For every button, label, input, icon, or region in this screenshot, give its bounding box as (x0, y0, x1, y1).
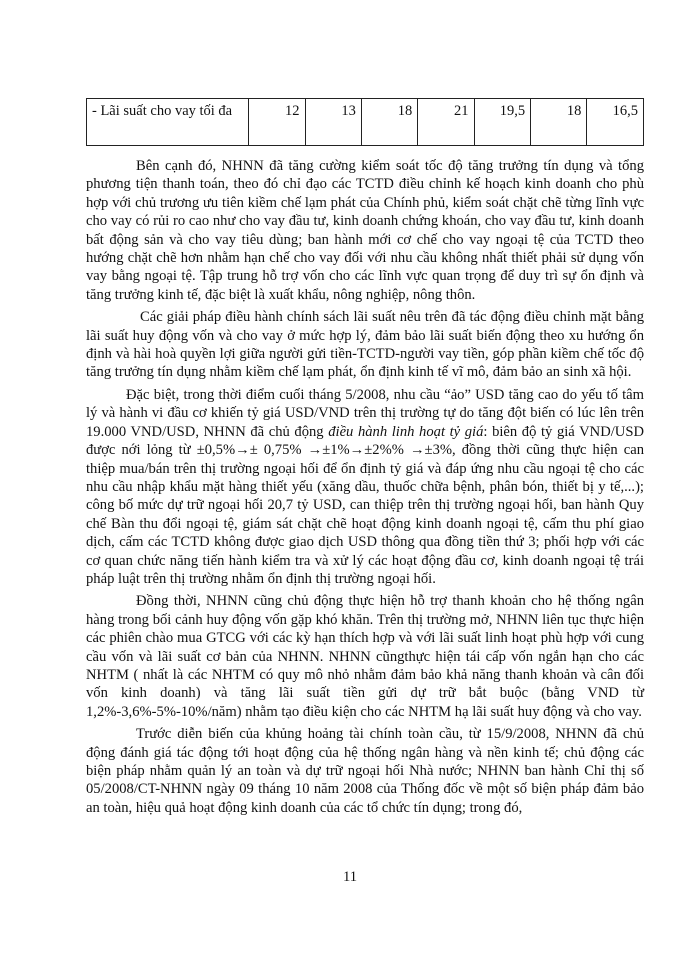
table-row (87, 99, 644, 146)
table-cell: 19,5 (474, 99, 531, 146)
paragraph: Trước diễn biến của khủng hoảng tài chính toàn cầu, từ 15/9/2008, NHNN đã chủ động đánh giá tác động tới hoạt động của hệ thống ngân hàng và nền kinh tế; chủ động các biện pháp nhằm quản lý an toàn và dự trữ ngoại hối Nhà nước; NHNN ban hành Chỉ thị số 05/2008/CT-NHNN ngày 09 tháng 10 năm 2008 của Thống đốc về một số biện pháp đảm bảo an toàn, hiệu quả hoạt động kinh doanh của các tổ chức tín dụng; trong đó, (86, 726, 644, 816)
paragraph: Bên cạnh đó, NHNN đã tăng cường kiểm soát tốc độ tăng trưởng tín dụng và tổng phương tiện thanh toán, theo đó chỉ đạo các TCTD điều chỉnh kế hoạch kinh doanh cho phù hợp với chủ trương ưu tiên kiềm chế lạm phát của Chính phủ, kiểm soát chặt chẽ từng lĩnh vực cho vay có rủi ro cao như cho vay đầu tư, kinh doanh chứng khoán, cho vay đầu tư, kinh doanh bất động sản và cho vay tiêu dùng; ban hành mới cơ chế cho vay ngoại tệ của TCTD theo hướng chặt chẽ hơn nhằm hạn chế cho vay đối với nhu cầu không nhất thiết phải sử dụng vốn vay bằng ngoại tệ. Tập trung hỗ trợ vốn cho các lĩnh vực quan trọng để duy trì sự ổn định và tăng trưởng kinh tế, đặc biệt là xuất khẩu, nông nghiệp, nông thôn. (86, 158, 644, 303)
table-cell: 21 (418, 99, 474, 146)
paragraph: Các giải pháp điều hành chính sách lãi suất nêu trên đã tác động điều chỉnh mặt bằng lãi suất huy động vốn và cho vay ở mức hợp lý, đảm bảo lãi suất biến động theo xu hướng ổn định và hài hoà quyền lợi giữa người gửi tiền-TCTD-người vay tiền, góp phần kiềm chế tốc độ tăng trưởng tín dụng nhằm kiềm chế lạm phát, ổn định kinh tế vĩ mô, đảm bảo an sinh xã hội. (86, 309, 644, 381)
paragraph (86, 386, 644, 588)
interest-rate-table (86, 98, 644, 146)
document-body (86, 157, 644, 821)
table-cell: 18 (361, 99, 417, 146)
paragraph-text: : biên độ tỷ giá VND/USD được nới lỏng từ ±0,5%→± 0,75% →±1%→±2%% →±3%, đồng thời cũng thực hiện can thiệp mua/bán trên thị trường ngoại hối để ổn định tỷ giá và đáp ứng nhu cầu ngoại tệ cho các nhu cầu nhập khẩu mặt hàng thiết yếu (xăng dầu, thuốc chữa bệnh, phân bón, thiết bị y tế,...); công bố mức dự trữ ngoại hối 20,7 tỷ USD, can thiệp trên thị trường ngoại hối, ban hành Quy chế Bàn thu đổi ngoại tệ, giám sát chặt chẽ hoạt động kinh doanh ngoại tệ, cấm thu phí giao dịch, cấm các TCTD không được giao dịch USD thông qua đồng tiền thứ 3; phối hợp với các cơ quan chức năng tiến hành kiểm tra và xử lý các hoạt động đầu cơ, kinh doanh ngoại tệ trái pháp luật trên thị trường nhằm ổn định thị trường ngoại hối. (86, 423, 644, 587)
paragraph-text: Đặc biệt, trong thời điểm cuối tháng 5/2008, nhu cầu “ảo” USD tăng cao do yếu tố tâm lý và hành vi đầu cơ khiến tỷ giá USD/VND trên thị trường tự do tăng đột biến có lúc lên trên 19.000 VND/USD, NHNN đã chủ động (86, 386, 644, 440)
paragraph: Đồng thời, NHNN cũng chủ động thực hiện hỗ trợ thanh khoản cho hệ thống ngân hàng trong bối cảnh huy động vốn gặp khó khăn. Trên thị trường mở, NHNN liên tục thực hiện các phiên chào mua GTCG với các kỳ hạn thích hợp và với lãi suất linh hoạt phù hợp với cung cầu vốn và lãi suất cơ bản của NHNN. NHNN cũngthực hiện tái cấp vốn ngắn hạn cho các NHTM ( nhất là các NHTM có quy mô nhỏ nhằm đảm bảo khả năng thanh khoản và cân đối vốn kinh doanh) và tăng lãi suất tiền gửi dự trữ bắt buộc (bằng VND từ 1,2%-3,6%-5%-10%/năm) nhằm tạo điều kiện cho các NHTM hạ lãi suất huy động và cho vay. (86, 593, 644, 720)
row-label: - Lãi suất cho vay tối đa (87, 99, 249, 146)
table-cell: 13 (305, 99, 361, 146)
emphasized-text: điều hành linh hoạt tỷ giá (328, 423, 484, 440)
table-cell: 18 (531, 99, 587, 146)
table-cell: 12 (249, 99, 305, 146)
page-number: 11 (342, 869, 358, 885)
table-cell: 16,5 (587, 99, 644, 146)
